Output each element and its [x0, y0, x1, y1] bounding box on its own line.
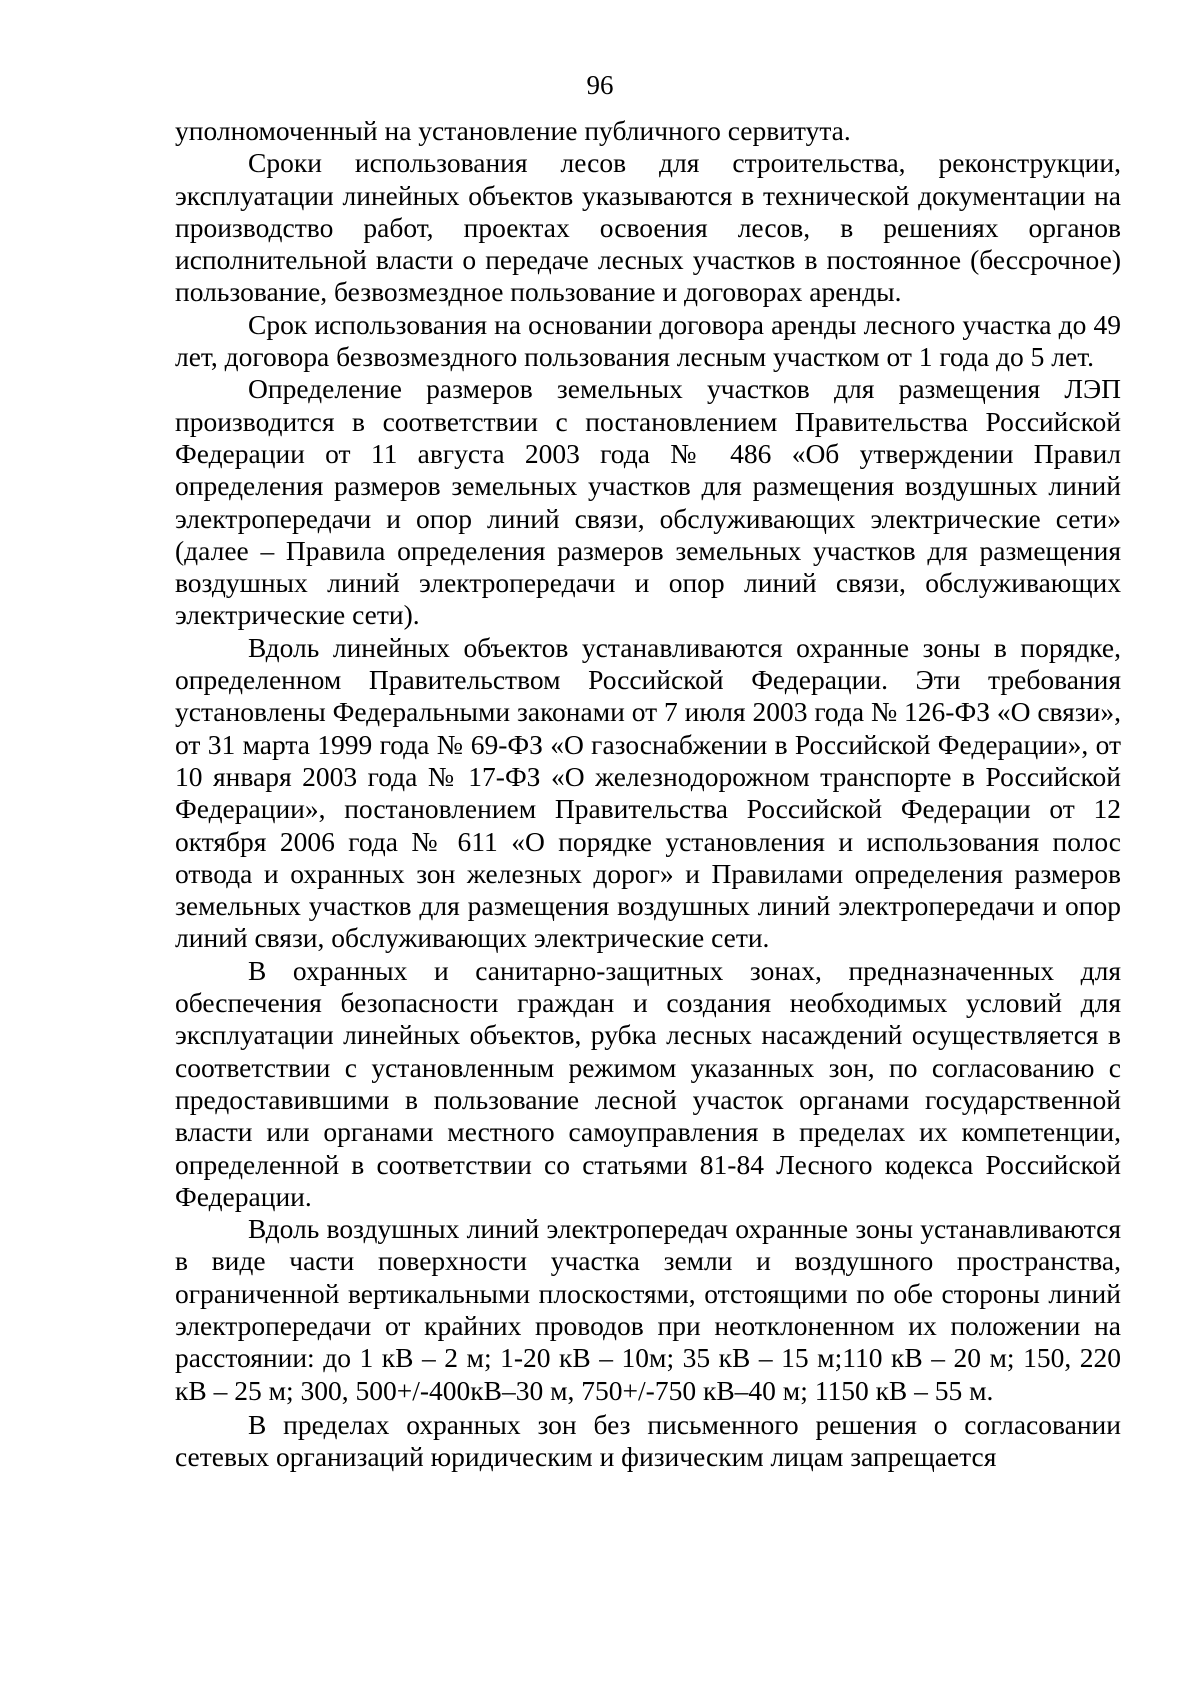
paragraph-land-plot-sizes: Определение размеров земельных участков для размещения ЛЭП производится в соответствии с постановлением Правительства Российской Федерации от 11 августа 2003 года № 486 «Об утверждении Правил определения размеров земельных участков для размещения воздушных линий электропередачи и опор линий связи, обслуживающих электрические сети» (далее – Правила определения размеров земельных участков для размещения воздушных линий электропередачи и опор линий связи, обслуживающих электрические сети).	[175, 373, 1121, 631]
page-number: 96	[586, 70, 614, 100]
paragraph-lease-term: Срок использования на основании договора аренды лесного участка до 49 лет, договора безвозмездного пользования лесным участком от 1 года до 5 лет.	[175, 308, 1121, 373]
body-text	[175, 115, 1121, 1473]
paragraph-power-line-zones: Вдоль воздушных линий электропередач охранные зоны устанавливаются в виде части поверхности участка земли и воздушного пространства, ограниченной вертикальными плоскостями, отстоящими по обе стороны линий электропередачи от крайних проводов при неотклоненном их положении на расстоянии: до 1 кВ – 2 м; 1-20 кВ – 10м; 35 кВ – 15 м;110 кВ – 20 м; 150, 220 кВ – 25 м; 300, 500+/-400кВ–30 м, 750+/-750 кВ–40 м; 1150 кВ – 55 м.	[175, 1213, 1121, 1406]
paragraph-protection-zones: Вдоль линейных объектов устанавливаются охранные зоны в порядке, определенном Правительством Российской Федерации. Эти требования установлены Федеральными законами от 7 июля 2003 года № 126-ФЗ «О связи», от 31 марта 1999 года № 69-ФЗ «О газоснабжении в Российской Федерации», от 10 января 2003 года № 17-ФЗ «О железнодорожном транспорте в Российской Федерации», постановлением Правительства Российской Федерации от 12 октября 2006 года № 611 «О порядке установления и использования полос отвода и охранных зон железных дорог» и Правилами определения размеров земельных участков для размещения воздушных линий электропередачи и опор линий связи, обслуживающих электрические сети.	[175, 631, 1122, 954]
paragraph-prohibitions: В пределах охранных зон без письменного решения о согласовании сетевых организаций юридическим и физическим лицам запрещается	[175, 1408, 1121, 1473]
paragraph-continuation: уполномоченный на установление публичного сервитута.	[175, 115, 851, 146]
paragraph-sanitary-zones: В охранных и санитарно-защитных зонах, предназначенных для обеспечения безопасности граждан и создания необходимых условий для эксплуатации линейных объектов, рубка лесных насаждений осуществляется в соответствии с установленным режимом указанных зон, по согласованию с предоставившими в пользование лесной участок органами государственной власти или органами местного самоуправления в пределах их компетенции, определенной в соответствии со статьями 81-84 Лесного кодекса Российской Федерации.	[175, 954, 1121, 1212]
paragraph-usage-terms: Сроки использования лесов для строительства, реконструкции, эксплуатации линейных объектов указываются в технической документации на производство работ, проектах освоения лесов, в решениях органов исполнительной власти о передаче лесных участков в постоянное (бессрочное) пользование, безвозмездное пользование и договорах аренды.	[175, 147, 1121, 308]
